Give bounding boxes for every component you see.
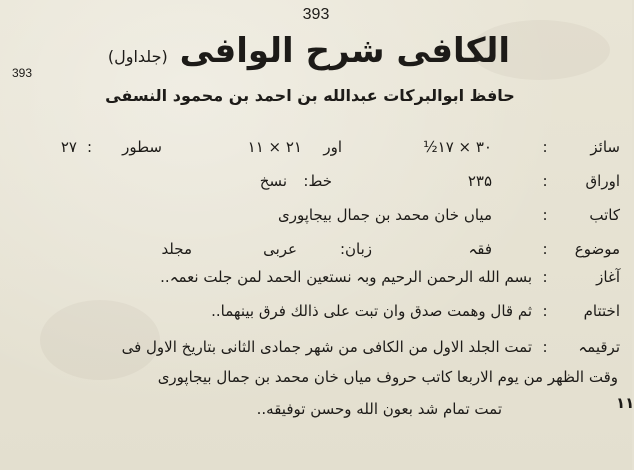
size-dims-2: ۲۱ × ۱۱	[247, 138, 302, 156]
language-label: زبان:	[339, 240, 372, 258]
row-size	[0, 138, 632, 166]
colon: :	[542, 206, 548, 224]
row-ending	[0, 302, 632, 330]
row-subject	[0, 240, 632, 268]
side-page-number: 393	[12, 66, 33, 80]
colon: :	[86, 138, 92, 156]
colophon-line: تمت تمام شد بعون الله وحسن توفیقه..	[256, 400, 502, 418]
scribe-value: میاں خان محمد بن جمال بیجاپوری	[278, 206, 492, 224]
ending-label: اختتام	[583, 302, 620, 320]
lines-value: ۲۷	[60, 138, 77, 156]
size-and: اور	[323, 138, 342, 156]
subject-label: موضوع	[574, 240, 620, 258]
row-beginning	[0, 268, 632, 296]
language-value: عربی	[263, 240, 297, 258]
script-label: خط:	[303, 172, 332, 190]
size-label: سائز	[590, 138, 620, 156]
row-scribe	[0, 206, 632, 234]
script-value: نسخ	[259, 172, 287, 190]
folios-label: اوراق	[585, 172, 620, 190]
colon: :	[542, 302, 548, 320]
binding-value: مجلد	[161, 240, 192, 258]
lines-label: سطور	[122, 138, 162, 156]
beginning-label: آغاز	[596, 268, 620, 286]
row-folios	[0, 172, 632, 200]
book-title	[107, 28, 510, 80]
colon: :	[542, 138, 548, 156]
beginning-text: بسم الله الرحمن الرحیم وبہ نستعین الحمد لمن جلت نعمہ..	[160, 268, 532, 286]
colophon-line: تمت الجلد الاول من الکافی من شهر جمادی الثانی بتاریخ الاول فی	[121, 338, 532, 356]
colon: :	[542, 240, 548, 258]
colon: :	[542, 268, 548, 286]
colophon-line: وقت الظهر من یوم الاربعا کاتب حروف میاں خان محمد بن جمال بیجاپوری	[157, 368, 618, 386]
page-number: 393	[302, 6, 330, 23]
ending-text: ثم قال وھمت صدق وان تبت علی ذالك فرق بینهما..	[211, 302, 532, 320]
scribe-label: کاتب	[589, 206, 620, 224]
subject-value: فقہ	[468, 240, 492, 258]
margin-mark: ۱۱	[616, 394, 634, 412]
title-text: الکافی شرح الوافی	[179, 31, 510, 71]
colon: :	[542, 172, 548, 190]
colon: :	[542, 338, 548, 356]
colophon-label: ترقیمہ	[578, 338, 620, 356]
folios-value: ۲۳۵	[467, 172, 492, 190]
volume-note: (جلداول)	[107, 47, 168, 66]
size-dims: ۳۰ × ۱۷½	[423, 138, 492, 156]
author-line: حافظ ابوالبرکات عبدالله بن احمد بن محمود النسفی	[105, 86, 515, 105]
